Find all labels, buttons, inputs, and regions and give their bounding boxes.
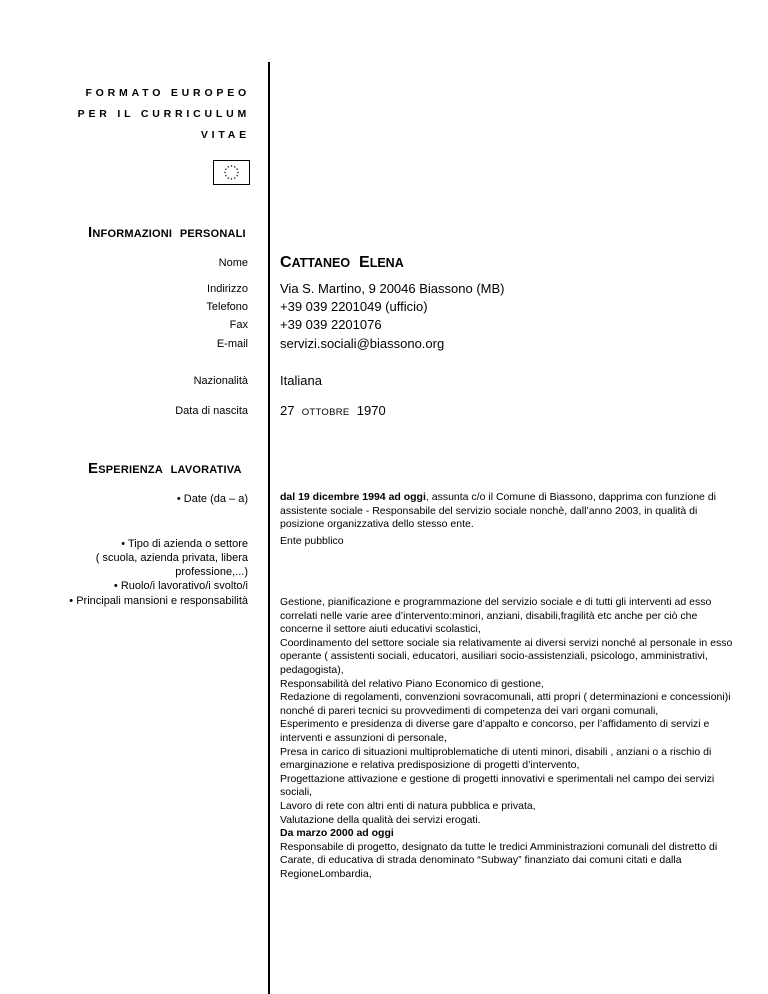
- date-label: • Date (da – a): [176, 493, 248, 505]
- duty-item: Gestione, pianificazione e programmazione del servizio sociale e di tutti gli interventi ad esso correlati nelle varie aree d’intervento:minori, anziani, disabili,fragilità etc anche per ciò che concerne il settore aiuti educativi scolastici,: [280, 596, 712, 636]
- phone-label: Telefono: [206, 301, 248, 313]
- nationality-value: Italiana: [280, 373, 322, 388]
- duties-label: • Principali mansioni e responsabilità: [69, 595, 248, 607]
- section-work-experience: ESPERIENZA LAVORATIVA: [88, 460, 242, 477]
- duty-item: Responsabilità del relativo Piano Economico di gestione,: [280, 677, 544, 690]
- section-personal-info: INFORMAZIONI PERSONALI: [88, 224, 246, 241]
- title-line-1: FORMATO EUROPEO: [85, 87, 250, 99]
- duty-item: Lavoro di rete con altri enti di natura pubblica e privata,: [280, 799, 536, 812]
- birth-label: Data di nascita: [175, 405, 248, 417]
- employer-type-label-2: ( scuola, azienda privata, libera: [95, 552, 248, 564]
- duty-item: Esperimento e presidenza di diverse gare d’appalto e concorso, per l’affidamento di servizi e interventi e assunzioni di personale,: [280, 718, 710, 744]
- vertical-divider: [268, 62, 270, 994]
- duty-item: Coordinamento del settore sociale sia relativamente ai diversi servizi nonché al personale in esso operante ( assistenti sociali, educatori, ausiliari socio-assistenziali, psicologo, amministrativi, pedagogista),: [280, 636, 733, 676]
- fax-label: Fax: [229, 319, 248, 331]
- second-date: Da marzo 2000 ad oggi: [280, 827, 394, 840]
- email-label: E-mail: [216, 338, 248, 350]
- employer-type-label-3: professione,...): [175, 566, 248, 578]
- fax-value: +39 039 2201076: [280, 317, 382, 332]
- date-description: dal 19 dicembre 1994 ad oggi, assunta c/o il Comune di Biassono, dapprima con funzione di assistente sociale - Responsabile del servizio sociale nonchè, dall’anno 2003, in qualità di posizione organizzativa dello stesso ente.: [280, 491, 716, 531]
- employer-type-value: Ente pubblico: [280, 535, 344, 547]
- employer-type-label-1: • Tipo di azienda o settore: [121, 538, 248, 550]
- second-description: Responsabile di progetto, designato da tutte le tredici Amministrazioni comunali del distretto di Carate, di educativa di strada denominato “Subway” finanziato dai comuni citati e dalla RegioneLombardia,: [280, 840, 718, 880]
- duty-item: Valutazione della qualità dei servizi erogati.: [280, 813, 481, 826]
- email-value[interactable]: servizi.sociali@biassono.org: [280, 336, 445, 351]
- name-label: Nome: [218, 257, 248, 269]
- nationality-label: Nazionalità: [193, 375, 248, 387]
- title-line-2: PER IL CURRICULUM: [77, 108, 250, 120]
- duty-item: Progettazione attivazione e gestione di progetti innovativi e sperimentali nel campo dei servizi sociali,: [280, 772, 715, 799]
- birth-value: 27 OTTOBRE 1970: [280, 403, 386, 418]
- duty-item: Redazione di regolamenti, convenzioni sovracomunali, atti propri ( determinazioni e concessioni)i nonché di pareri tecnici su provvedimenti di competenza dei vari organi comunali,: [280, 691, 731, 717]
- duties-list: [280, 596, 742, 881]
- address-value: Via S. Martino, 9 20046 Biassono (MB): [280, 281, 505, 296]
- eu-flag-icon: [213, 160, 250, 185]
- duty-item: Presa in carico di situazioni multiproblematiche di utenti minori, disabili , anziani o a rischio di emarginazione e relativa predisposizione di progetti d’intervento,: [280, 745, 712, 772]
- role-label: • Ruolo/i lavorativo/i svolto/i: [113, 580, 248, 592]
- title-line-3: VITAE: [200, 129, 250, 141]
- address-label: Indirizzo: [207, 283, 248, 295]
- person-name: CATTANEO ELENA: [280, 254, 404, 271]
- phone-value: +39 039 2201049 (ufficio): [280, 299, 428, 314]
